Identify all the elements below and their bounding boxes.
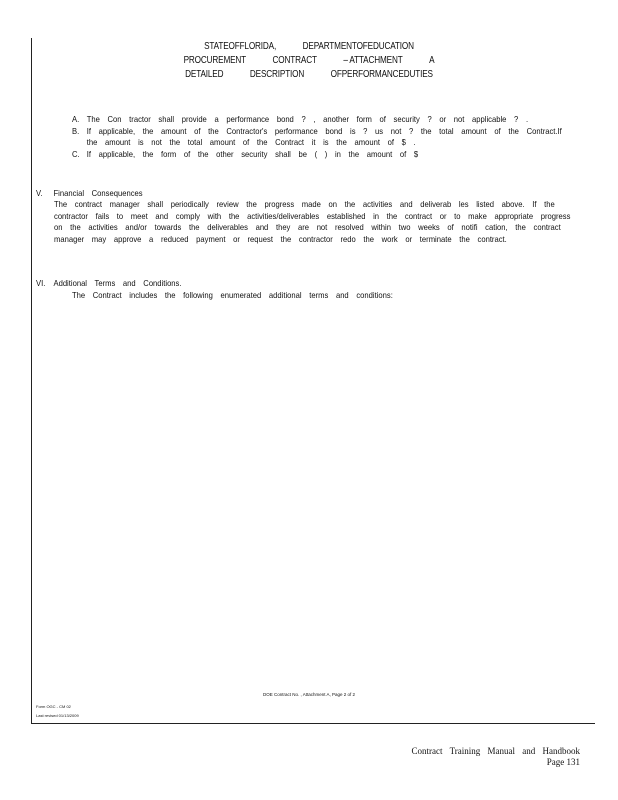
- manual-footer: [412, 746, 580, 768]
- section-vi-body: The Contract includes the following enumerated additional terms and conditions:: [72, 290, 393, 300]
- footer-revised-date: Last revised 01/13/2009: [36, 713, 79, 718]
- bottom-rule: [31, 723, 595, 724]
- manual-page: Page 131: [546, 757, 580, 767]
- footer-form-number: Form OGC - CM 02: [36, 704, 71, 709]
- security-item-a: A. The Con tractor shall provide a performance bond ? , another form of security ? or not applicable ? .: [72, 114, 529, 124]
- section-vi-heading: VI. Additional Terms and Conditions.: [36, 278, 182, 288]
- section-v-heading: V. Financial Consequences: [36, 188, 143, 198]
- header-line-2: PROCUREMENT CONTRACT – ATTACHMENT A: [183, 54, 435, 66]
- security-item-c: C. If applicable, the form of the other security shall be ( ) in the amount of $: [72, 148, 419, 159]
- header-line-1: STATEOFFLORIDA, DEPARTMENTOFEDUCATION: [204, 40, 414, 52]
- section-v-body: The contract manager shall periodically review the progress made on the activities and deliverab les listed above. If the contractor fails to meet and comply with the activities/deliverables established in the contract or to make appropriate progress on the activities and/or towards the deliverables and they are not resolved within two weeks of notifi cation, the contract manager may approve a reduced payment or request the contractor redo the work or terminate the contract.: [54, 199, 571, 244]
- security-item-b: B. If applicable, the amount of the Contractor's performance bond is ? us not ? the total amount of the Contract.If the amount is not the total amount of the Contract it is the amount of $ .: [72, 125, 562, 147]
- security-list: [72, 114, 569, 160]
- left-rule: [31, 38, 32, 723]
- header-line-3: DETAILED DESCRIPTION OFPERFORMANCEDUTIES: [185, 68, 433, 80]
- footer-contract-ref: DOE Contract No. , Attachment A, Page 2 of 2: [262, 692, 356, 697]
- manual-title: Contract Training Manual and Handbook: [411, 746, 580, 756]
